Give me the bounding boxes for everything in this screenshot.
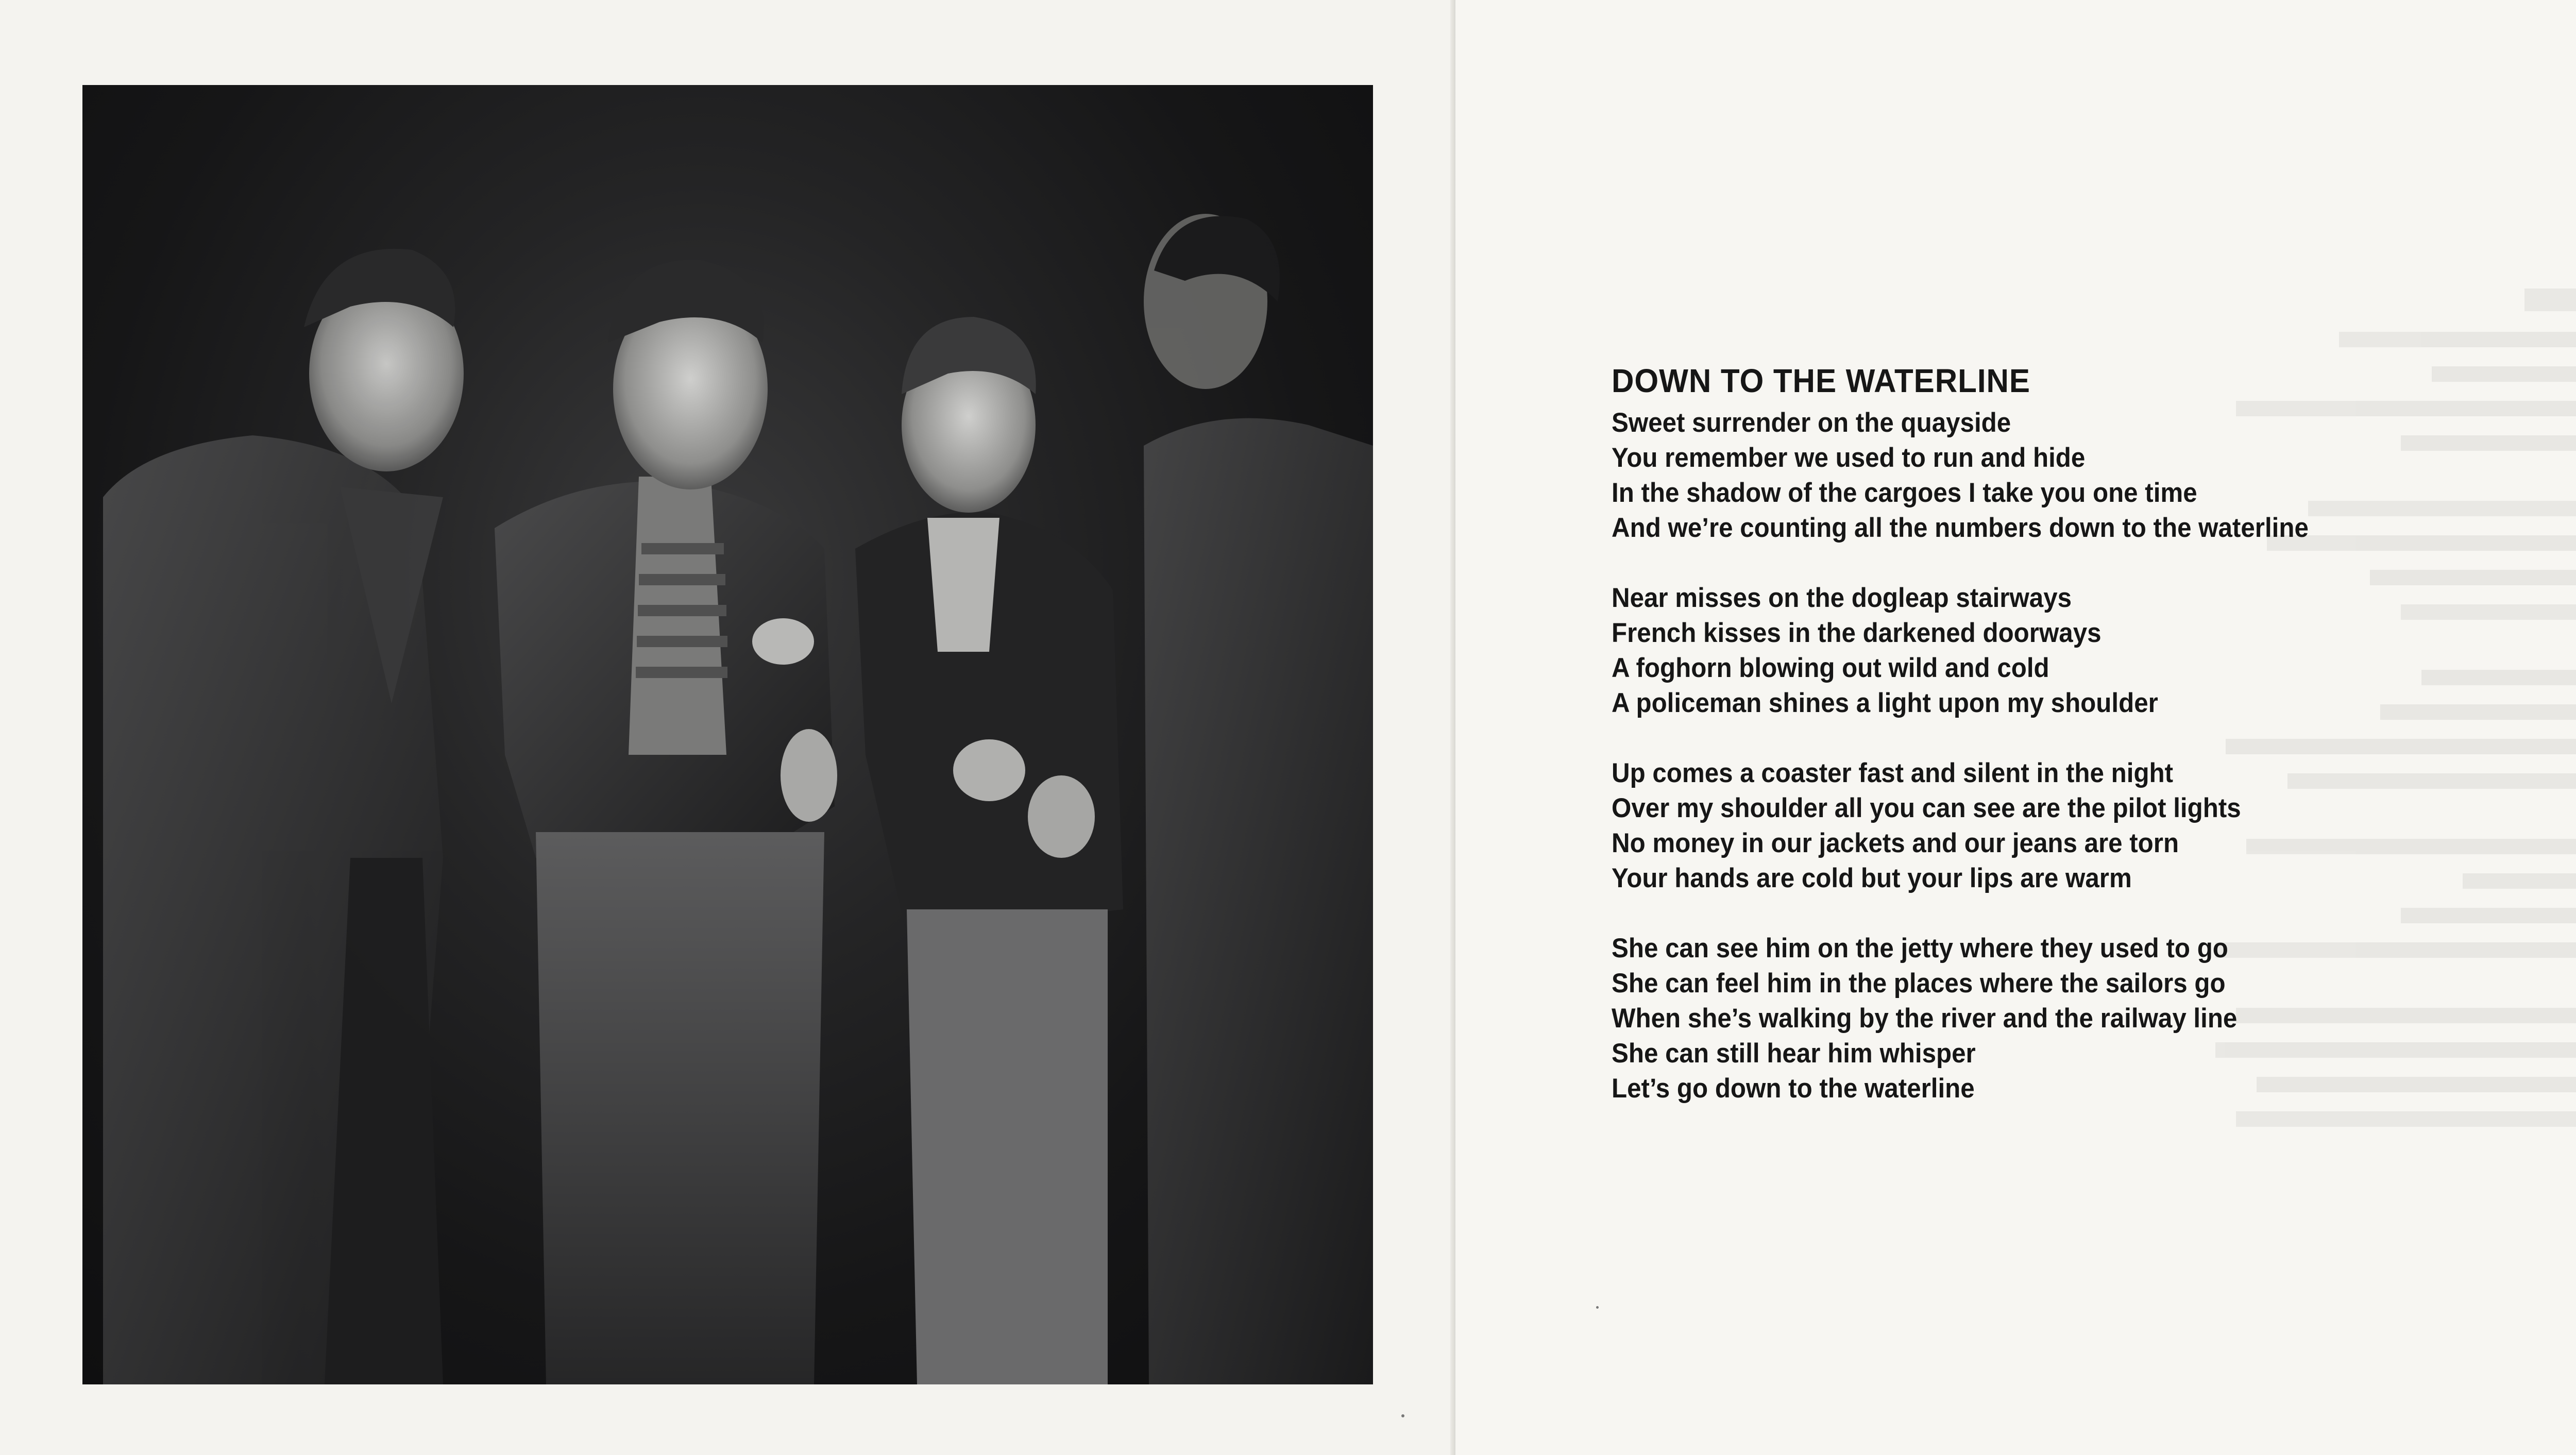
paper-speck xyxy=(1596,1306,1599,1309)
lyric-line: She can see him on the jetty where they used to go xyxy=(1612,933,2228,963)
lyric-line: No money in our jackets and our jeans are torn xyxy=(1612,828,2179,858)
lyric-line: A policeman shines a light upon my shoulder xyxy=(1612,688,2158,718)
lyric-line: When she’s walking by the river and the railway line xyxy=(1612,1003,2238,1034)
lyric-line: Sweet surrender on the quayside xyxy=(1612,408,2011,438)
lyrics-block xyxy=(1612,358,2576,1141)
lyric-line: Let’s go down to the waterline xyxy=(1612,1073,1975,1104)
person-2 xyxy=(495,260,837,1384)
lyric-line: She can feel him in the places where the sailors go xyxy=(1612,968,2226,999)
verse-4 xyxy=(1612,931,2576,1106)
band-photo-illustration xyxy=(82,85,1373,1384)
lyric-line: A foghorn blowing out wild and cold xyxy=(1612,653,2049,683)
paper-speck xyxy=(1401,1414,1404,1417)
person-4 xyxy=(1144,214,1373,1384)
lyric-line: Up comes a coaster fast and silent in the night xyxy=(1612,758,2174,788)
lyric-line: French kisses in the darkened doorways xyxy=(1612,618,2102,648)
lyric-line: She can still hear him whisper xyxy=(1612,1038,1976,1069)
lyric-line: And we’re counting all the numbers down to the waterline xyxy=(1612,513,2309,543)
band-photo xyxy=(82,85,1373,1384)
person-1 xyxy=(103,249,464,1384)
lyric-line: Your hands are cold but your lips are warm xyxy=(1612,863,2132,893)
verse-1 xyxy=(1612,405,2576,546)
lyric-line: Over my shoulder all you can see are the pilot lights xyxy=(1612,793,2241,823)
song-title: DOWN TO THE WATERLINE xyxy=(1612,362,2030,399)
lyric-line: Near misses on the dogleap stairways xyxy=(1612,583,2072,613)
verse-2 xyxy=(1612,581,2576,721)
lyric-line: In the shadow of the cargoes I take you one time xyxy=(1612,478,2197,508)
person-3 xyxy=(855,317,1123,1384)
verse-3 xyxy=(1612,756,2576,896)
lyric-line: You remember we used to run and hide xyxy=(1612,443,2086,473)
